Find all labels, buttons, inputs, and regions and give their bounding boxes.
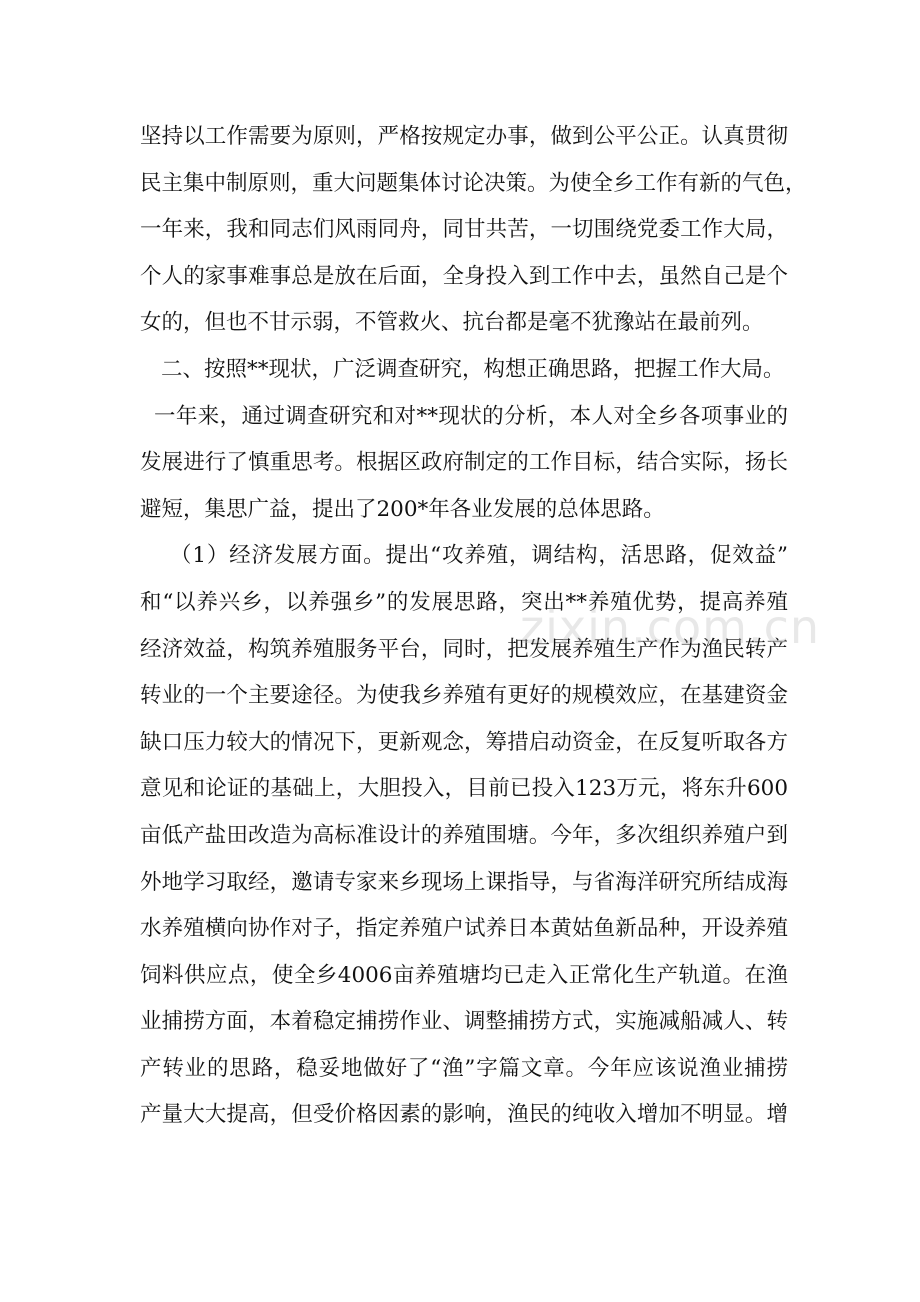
- text-line-11: 和“以养兴乡，以养强乡”的发展思路，突出**养殖优势，提高养殖: [140, 589, 788, 615]
- text-line-16: 亩低产盐田改造为高标准设计的养殖围塘。今年，多次组织养殖户到: [140, 822, 788, 848]
- text-line-20: 业捕捞方面，本着稳定捕捞作业、调整捕捞方式，实施减船减人、转: [140, 1009, 788, 1035]
- section-heading-2: 二、按照**现状，广泛调查研究，构想正确思路，把握工作大局。: [161, 356, 785, 382]
- text-line-4: 个人的家事难事总是放在后面，全身投入到工作中去，虽然自己是个: [140, 263, 788, 289]
- text-line-18: 水养殖横向协作对子，指定养殖户试养日本黄姑鱼新品种，开设养殖: [140, 916, 788, 942]
- text-line-17: 外地学习取经，邀请专家来乡现场上课指导，与省海洋研究所结成海: [140, 869, 788, 895]
- watermark: zixin.com.cn: [520, 600, 821, 654]
- text-line-8: 发展进行了慎重思考。根据区政府制定的工作目标，结合实际，扬长: [140, 450, 788, 476]
- text-line-5: 女的，但也不甘示弱，不管救火、抗台都是毫不犹豫站在最前列。: [140, 310, 764, 336]
- text-line-3: 一年来，我和同志们风雨同舟，同甘共苦，一切围绕党委工作大局，: [140, 217, 788, 243]
- text-line-13: 转业的一个主要途径。为使我乡养殖有更好的规模效应，在基建资金: [140, 683, 788, 709]
- text-line-19: 饲料供应点，使全乡4006亩养殖塘均已走入正常化生产轨道。在渔: [140, 962, 788, 988]
- text-line-15: 意见和论证的基础上，大胆投入，目前已投入123万元，将东升600: [140, 776, 788, 802]
- text-line-21: 产转业的思路，稳妥地做好了“渔”字篇文章。今年应该说渔业捕捞: [140, 1055, 788, 1081]
- text-line-10: （1）经济发展方面。提出“攻养殖，调结构，活思路，促效益”: [170, 543, 788, 569]
- text-line-1: 坚持以工作需要为原则，严格按规定办事，做到公平公正。认真贯彻: [140, 124, 788, 149]
- text-line-12: 经济效益，构筑养殖服务平台，同时，把发展养殖生产作为渔民转产: [140, 636, 788, 662]
- text-line-14: 缺口压力较大的情况下，更新观念，筹措启动资金，在反复听取各方: [140, 729, 788, 755]
- text-line-2: 民主集中制原则，重大问题集体讨论决策。为使全乡工作有新的气色，: [140, 170, 807, 196]
- document-body: [140, 114, 807, 1139]
- text-line-9: 避短，集思广益，提出了200*年各业发展的总体思路。: [140, 496, 665, 522]
- text-line-22: 产量大大提高，但受价格因素的影响，渔民的纯收入增加不明显。增: [140, 1102, 788, 1128]
- text-line-7: 一年来，通过调查研究和对**现状的分析，本人对全乡各项事业的: [154, 403, 788, 429]
